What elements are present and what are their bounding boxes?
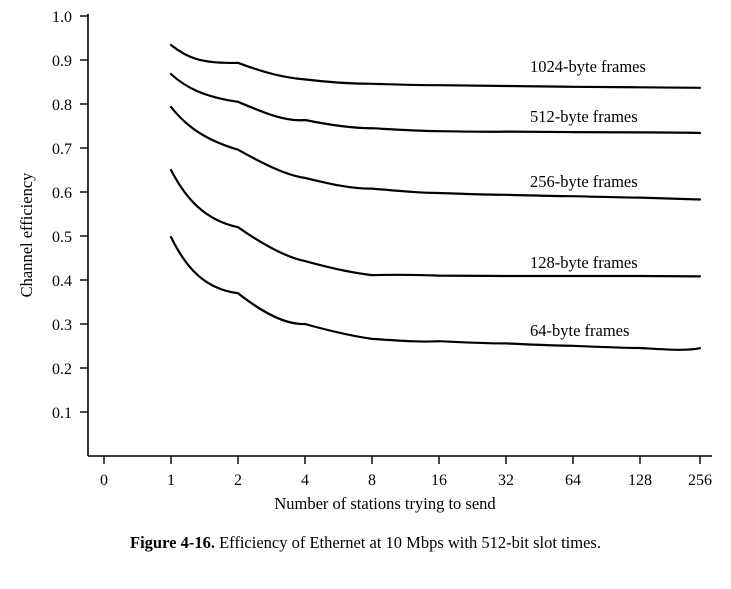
x-tick-label: 0 bbox=[100, 472, 108, 489]
x-tick-label: 8 bbox=[368, 472, 376, 489]
x-tick-label: 4 bbox=[301, 472, 309, 489]
figure-caption-text: Efficiency of Ethernet at 10 Mbps with 512-bit slot times. bbox=[219, 533, 601, 552]
series-label-1024-byte: 1024-byte frames bbox=[530, 57, 646, 76]
x-axis-ticks bbox=[104, 456, 700, 464]
y-tick-label: 1.0 bbox=[52, 9, 72, 26]
x-tick-label: 32 bbox=[498, 472, 514, 489]
x-axis-title: Number of stations trying to send bbox=[274, 494, 496, 513]
y-axis-title: Channel efficiency bbox=[17, 172, 36, 298]
y-tick-label: 0.3 bbox=[52, 317, 72, 334]
series-label-64-byte: 64-byte frames bbox=[530, 321, 630, 340]
x-tick-label: 2 bbox=[234, 472, 242, 489]
y-tick-label: 0.1 bbox=[52, 405, 72, 422]
x-tick-label: 64 bbox=[565, 472, 581, 489]
y-tick-label: 0.7 bbox=[52, 141, 72, 158]
x-tick-label: 1 bbox=[167, 472, 175, 489]
figure-caption bbox=[0, 533, 731, 553]
y-tick-label: 0.5 bbox=[52, 229, 72, 246]
y-tick-label: 0.9 bbox=[52, 53, 72, 70]
x-tick-label: 256 bbox=[688, 472, 712, 489]
x-tick-label: 128 bbox=[628, 472, 652, 489]
y-tick-label: 0.8 bbox=[52, 97, 72, 114]
y-tick-label: 0.2 bbox=[52, 361, 72, 378]
y-axis-ticks bbox=[80, 16, 88, 412]
series-label-128-byte: 128-byte frames bbox=[530, 253, 638, 272]
x-tick-label: 16 bbox=[431, 472, 447, 489]
series-label-512-byte: 512-byte frames bbox=[530, 107, 638, 126]
figure-caption-label: Figure 4-16. bbox=[130, 533, 215, 552]
y-tick-label: 0.6 bbox=[52, 185, 72, 202]
y-tick-label: 0.4 bbox=[52, 273, 72, 290]
series-label-256-byte: 256-byte frames bbox=[530, 172, 638, 191]
